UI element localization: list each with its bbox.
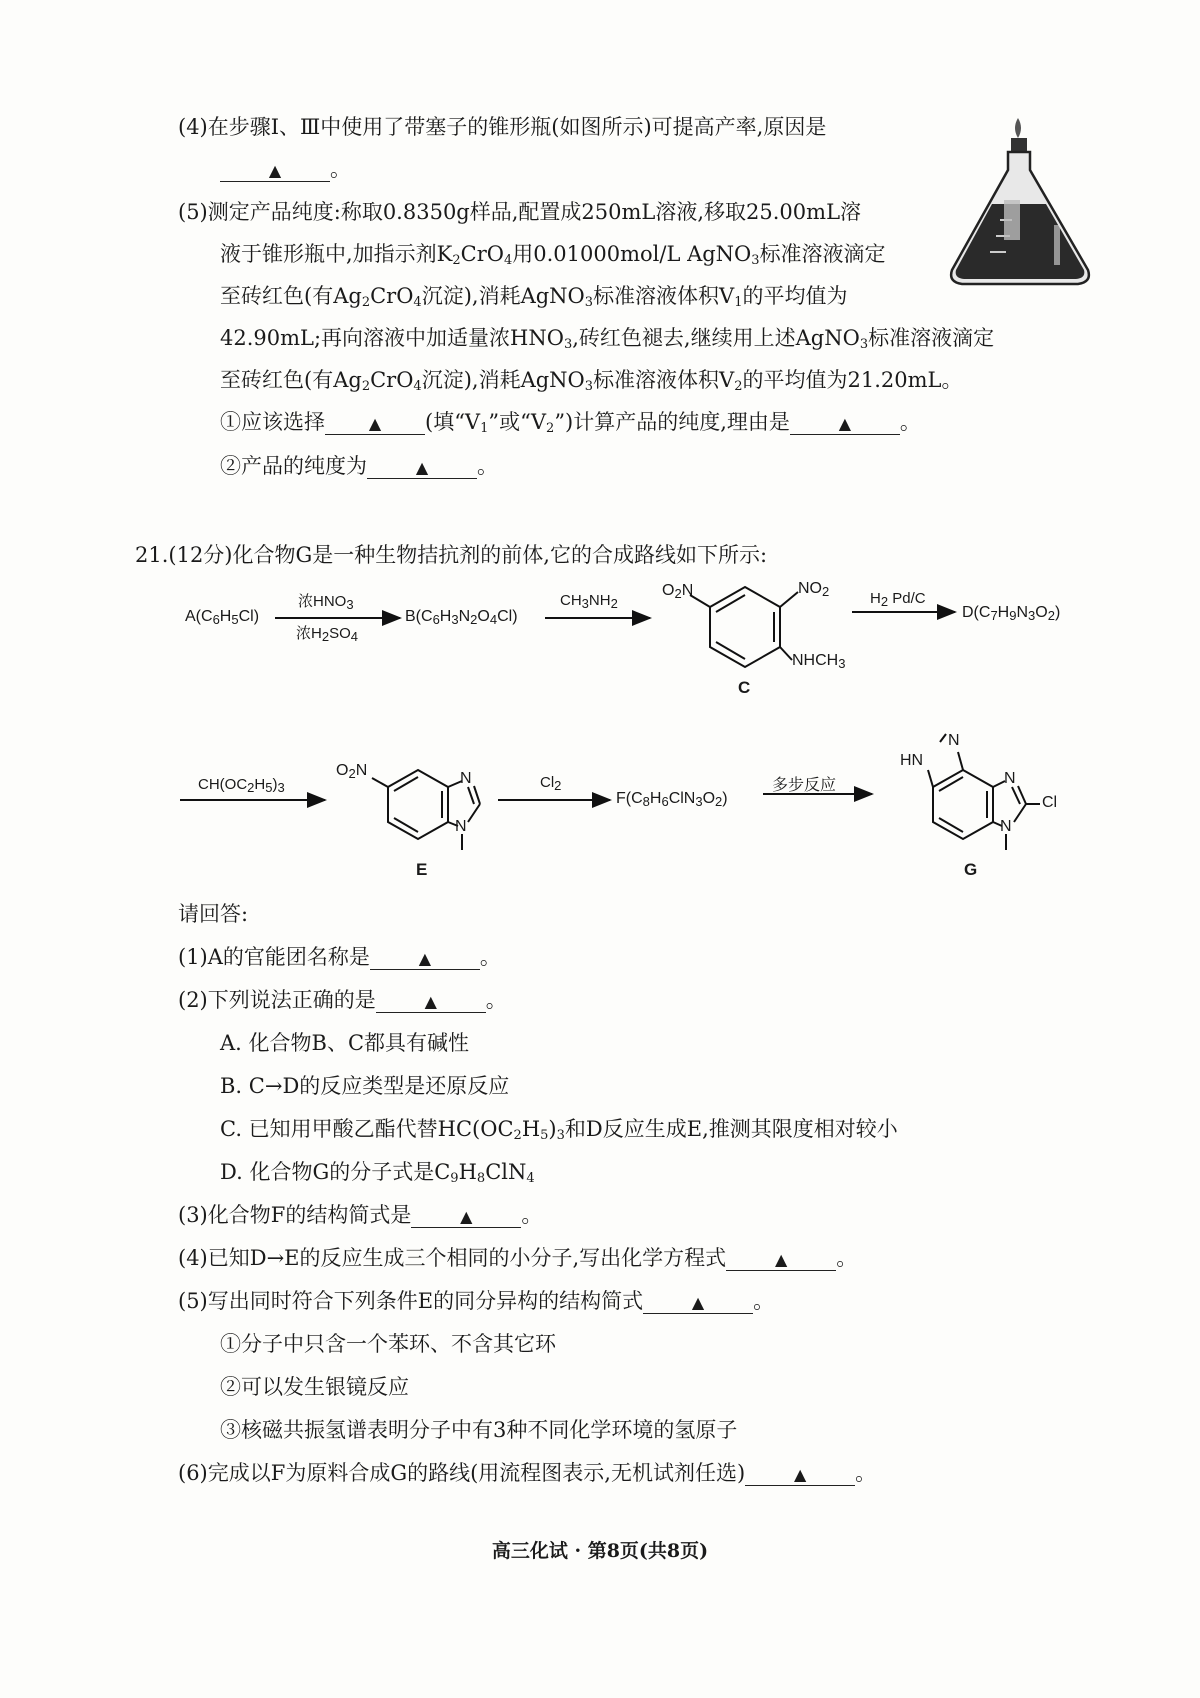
compound-f: $F(C_8H_6ClN_3O_2)$ <box>616 790 728 809</box>
compound-c-nhch3: $NHCH_3$ <box>792 652 846 671</box>
q21-q6: (6)完成以F为原料合成G的路线(用流程图表示,无机试剂任选) ▲ 。 <box>178 1461 877 1485</box>
reagent-f-g: 多步反应 <box>772 775 837 794</box>
compound-c-structure <box>690 587 798 667</box>
answer-blank[interactable]: ▲ <box>411 1205 521 1228</box>
q20-part5-line4: 42.90mL;再向溶液中加适量浓$HNO_3$,砖红色褪去,继续用上述AgNO$_3$标准溶液滴定 <box>220 326 995 352</box>
answer-blank[interactable]: ▲ <box>745 1463 855 1486</box>
compound-g-structure <box>928 734 1040 850</box>
q21-q5: (5)写出同时符合下列条件E的同分异构的结构简式 ▲ 。 <box>178 1289 775 1313</box>
flask-icon <box>951 118 1089 284</box>
q21-option-b: B. C→D的反应类型是还原反应 <box>220 1074 510 1098</box>
answer-blank[interactable]: ▲ <box>370 947 480 970</box>
q20-part5-line2: 液于锥形瓶中,加指示剂$K_2CrO_4$用0.01000mol/L AgNO$_3$标准溶液滴定 <box>220 242 886 268</box>
q20-part4-answer: ▲ 。 <box>220 155 351 183</box>
answer-blank[interactable]: ▲ <box>220 159 330 182</box>
compound-g-n3: N <box>1000 818 1012 835</box>
compound-c-no2: $NO_2$ <box>798 580 830 599</box>
compound-e-n2: N <box>455 818 467 835</box>
reagent-d-e: $CH(OC_2H_5)_3$ <box>198 776 285 795</box>
compound-e-label: E <box>416 860 428 879</box>
answer-blank[interactable]: ▲ <box>367 456 477 479</box>
q21-q3: (3)化合物F的结构简式是 ▲ 。 <box>178 1203 543 1227</box>
q21-q2: (2)下列说法正确的是 ▲ 。 <box>178 988 507 1012</box>
q20-part5-line1: (5)测定产品纯度:称取0.8350g样品,配置成250mL溶液,移取25.00mL溶 <box>178 200 862 224</box>
answer-blank[interactable]: ▲ <box>325 412 425 435</box>
compound-e-o2n: $O_2N$ <box>336 762 368 781</box>
q21-q1: (1)A的官能团名称是 ▲ 。 <box>178 945 501 969</box>
compound-a: $A(C_6H_5Cl)$ <box>185 608 260 627</box>
reagent-a-b-bottom: 浓$H_2SO_4$ <box>296 625 358 644</box>
q20-part5-line5: 至砖红色(有$Ag_2CrO_4$沉淀),消耗AgNO$_3$标准溶液体积$V_2$的平均值为21.20mL。 <box>220 368 963 394</box>
answer-blank[interactable]: ▲ <box>376 990 486 1013</box>
compound-c-o2n: $O_2N$ <box>662 582 694 601</box>
q21-condition-2: ②可以发生银镜反应 <box>220 1375 409 1399</box>
compound-d: $D(C_7H_9N_3O_2)$ <box>962 604 1061 623</box>
q21-option-a: A. 化合物B、C都具有碱性 <box>220 1031 470 1055</box>
page-footer: 高三化试 · 第8页(共8页) <box>491 1540 709 1562</box>
q21-condition-3: ③核磁共振氢谱表明分子中有3种不同化学环境的氢原子 <box>220 1418 738 1442</box>
reagent-a-b-top: 浓$HNO_3$ <box>298 593 354 612</box>
answer-blank[interactable]: ▲ <box>643 1291 753 1314</box>
q20-sub2: ②产品的纯度为 ▲ 。 <box>220 454 498 478</box>
compound-c-label: C <box>738 678 751 697</box>
q21-intro: 21.(12分)化合物G是一种生物拮抗剂的前体,它的合成路线如下所示: <box>135 543 768 567</box>
answer-blank[interactable]: ▲ <box>790 412 900 435</box>
answer-blank[interactable]: ▲ <box>726 1248 836 1271</box>
q20-part5-line3: 至砖红色(有$Ag_2CrO_4$沉淀),消耗AgNO$_3$标准溶液体积$V_1$的平均值为 <box>220 284 848 310</box>
q20-part4: (4)在步骤Ⅰ、Ⅲ中使用了带塞子的锥形瓶(如图所示)可提高产率,原因是 <box>178 115 827 139</box>
compound-g-n2: N <box>1004 770 1016 787</box>
compound-g-hn: HN <box>900 752 924 769</box>
q21-ask: 请回答: <box>178 902 249 926</box>
q21-condition-1: ①分子中只含一个苯环、不含其它环 <box>220 1332 556 1356</box>
compound-e-n1: N <box>460 770 472 787</box>
q21-option-c: C. 已知用甲酸乙酯代替$HC(OC_2H_5)_3$和D反应生成E,推测其限度相对较小 <box>220 1117 898 1143</box>
compound-g-n1: N <box>948 732 960 749</box>
compound-g-cl: Cl <box>1042 794 1058 811</box>
compound-b: $B(C_6H_3N_2O_4Cl)$ <box>405 608 518 627</box>
q21-q4: (4)已知D→E的反应生成三个相同的小分子,写出化学方程式 ▲ 。 <box>178 1246 858 1270</box>
compound-g-label: G <box>964 860 978 879</box>
reagent-b-c: $CH_3NH_2$ <box>560 592 618 611</box>
reagent-c-d: $H_2$ Pd/C <box>870 590 926 609</box>
q21-option-d: D. 化合物G的分子式是$C_9H_8ClN_4$ <box>220 1160 535 1186</box>
q20-sub1: ①应该选择 ▲ (填“$V_1$”或“$V_2$”)计算产品的纯度,理由是 ▲ 。 <box>220 410 921 436</box>
reagent-e-f: $Cl_2$ <box>540 774 562 793</box>
